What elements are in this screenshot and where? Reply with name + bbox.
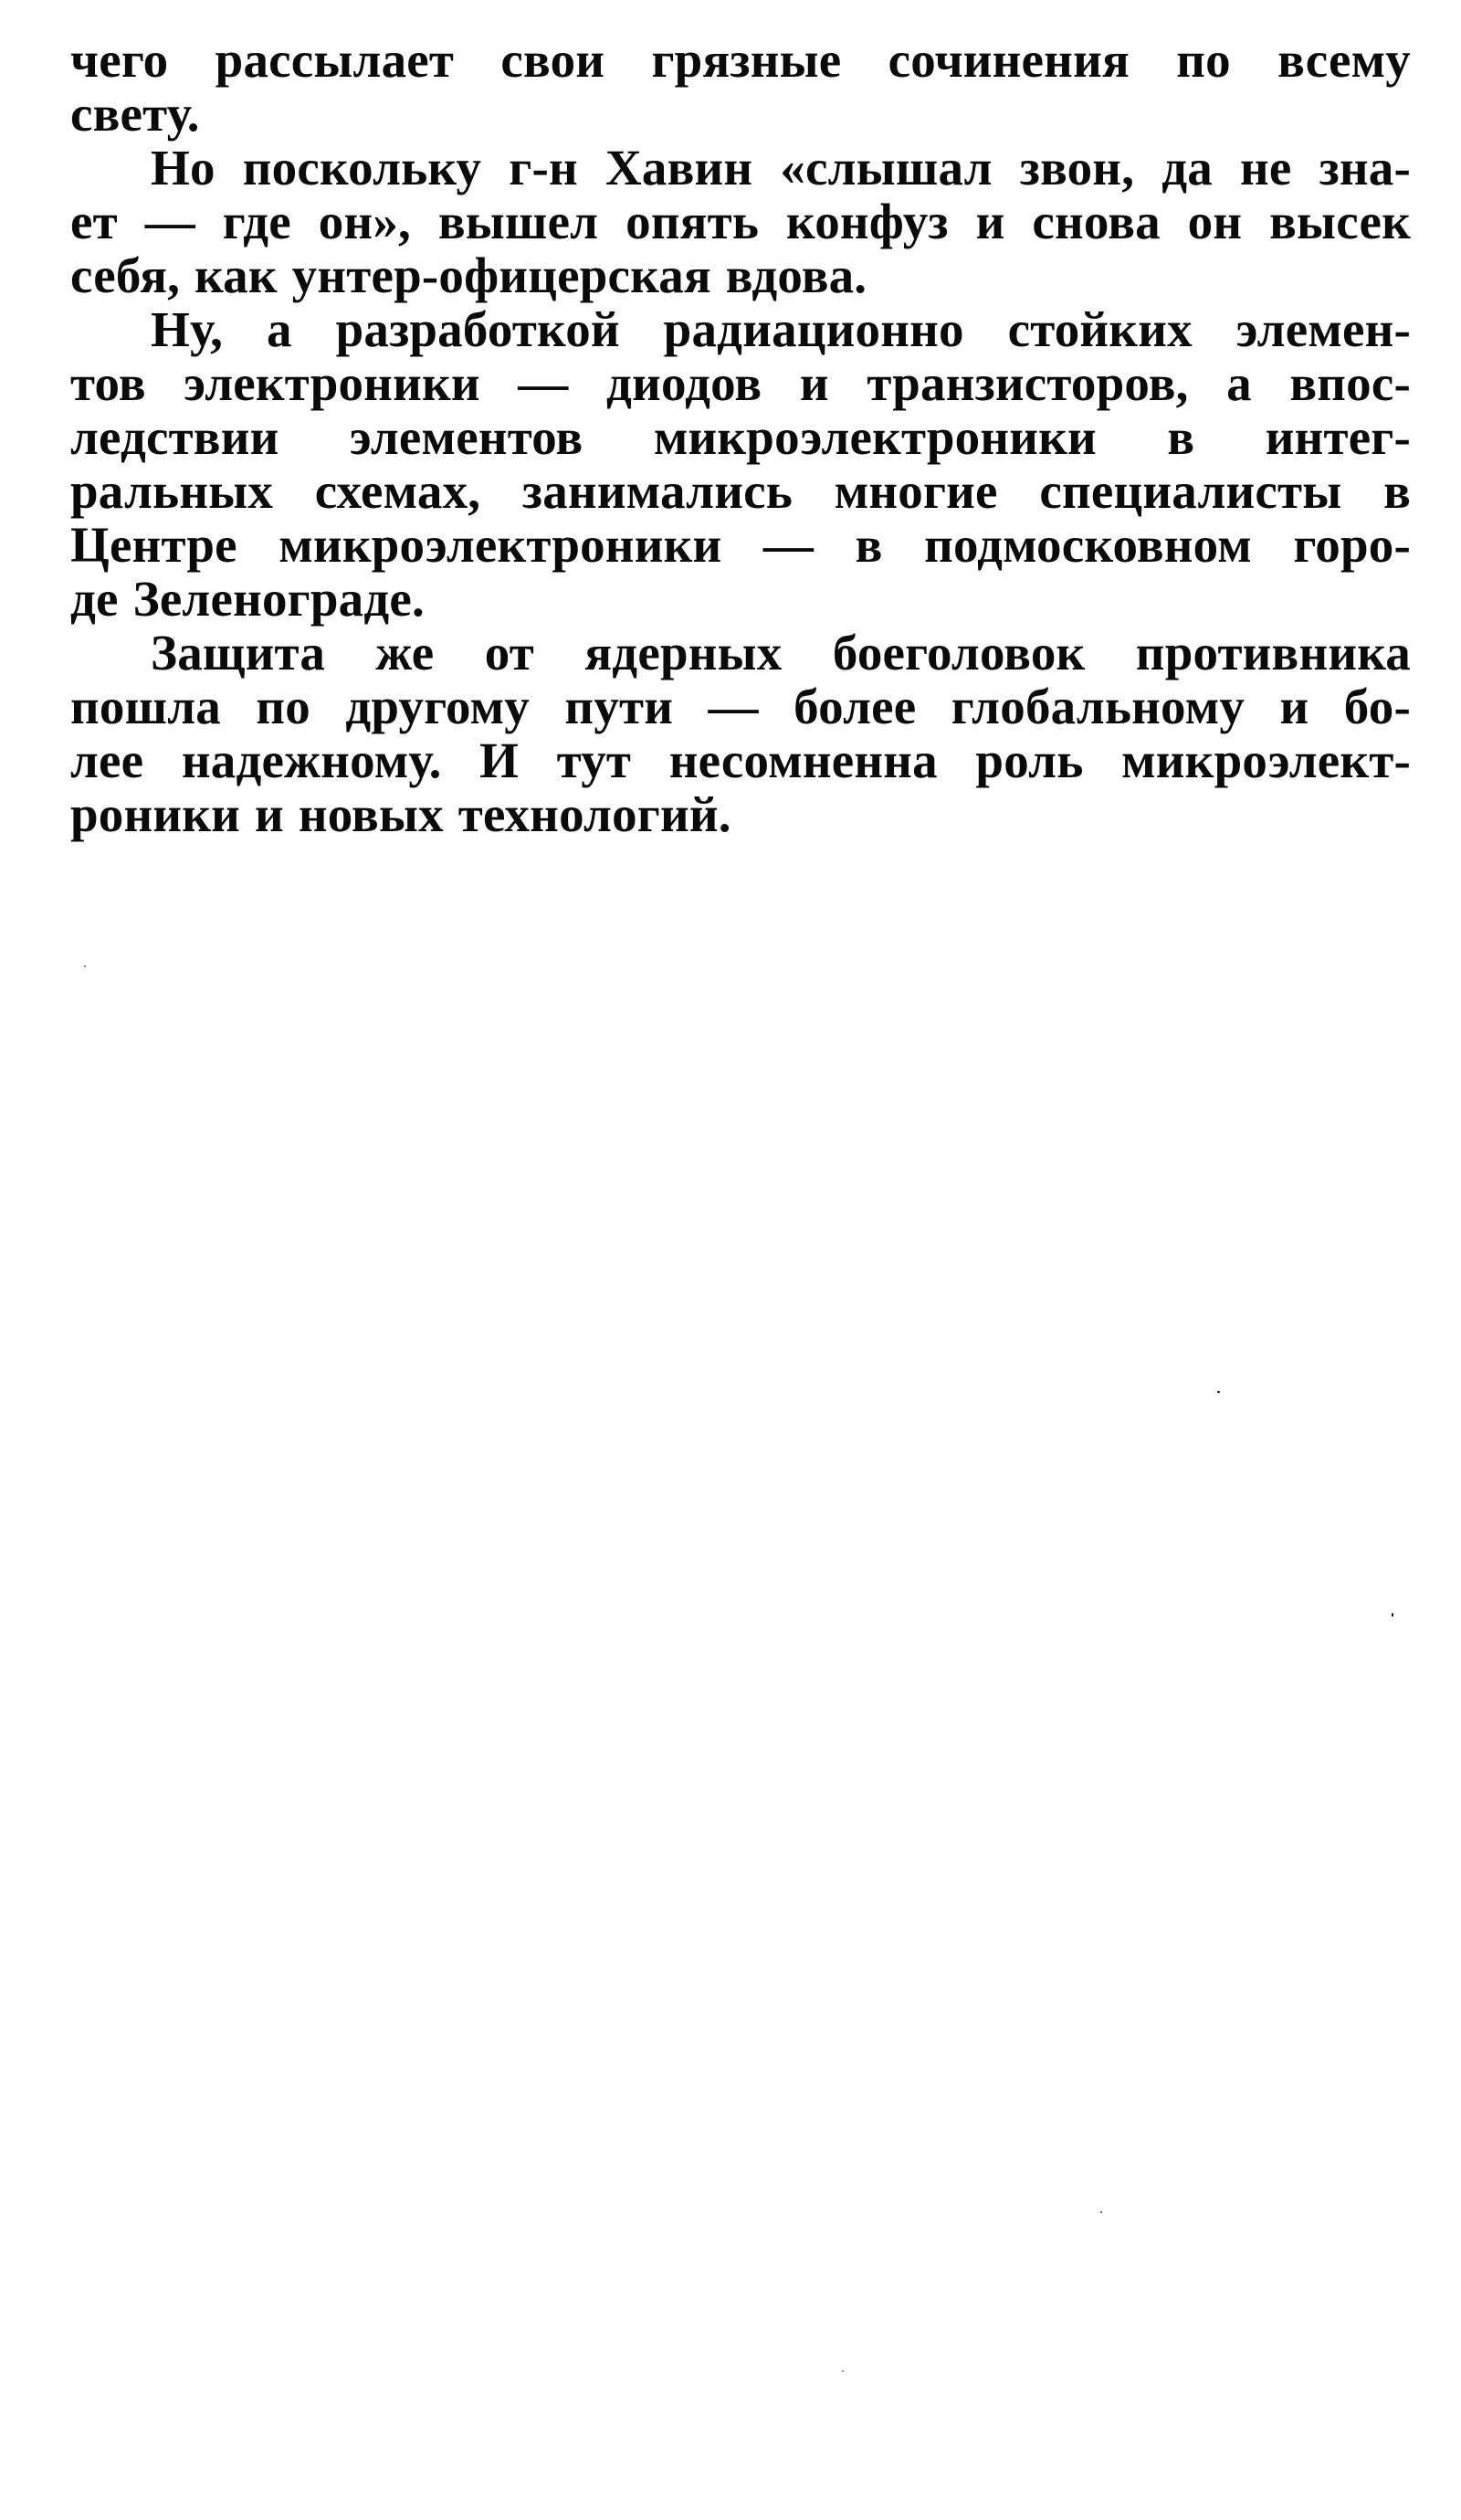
- text-line: себя, как унтер-офицерская вдова.: [70, 248, 867, 303]
- ink-speck: [1392, 1613, 1393, 1617]
- text-line: роники и новых технологий.: [70, 786, 731, 842]
- ink-speck: [1100, 2211, 1102, 2213]
- ink-speck: [1217, 1391, 1220, 1393]
- text-line: лее надежному. И тут несомненна роль микроэлект-: [70, 733, 1411, 788]
- text-line: Центре микроэлектроники — в подмосковном горо-: [70, 517, 1411, 573]
- text-line: ет — где он», вышел опять конфуз и снова он высек: [70, 194, 1411, 249]
- text-line: Но поскольку г-н Хавин «слышал звон, да не зна-: [151, 140, 1411, 195]
- text-line: Защита же от ядерных боеголовок противника: [151, 625, 1411, 680]
- text-line: Ну, а разработкой радиационно стойких элемен-: [151, 301, 1411, 357]
- text-line: пошла по другому пути — более глобальному и бо-: [70, 679, 1411, 734]
- body-text-block: [70, 33, 1411, 841]
- ink-speck: [84, 965, 86, 967]
- text-line: чего рассылает свои грязные сочинения по всему: [70, 32, 1411, 88]
- text-line: ральных схемах, занимались многие специалисты в: [70, 463, 1411, 519]
- text-line: ледствии элементов микроэлектроники в интег-: [70, 409, 1411, 465]
- text-line: тов электроники — диодов и транзисторов, а впос-: [70, 355, 1411, 411]
- ink-speck: [842, 2370, 844, 2372]
- text-line: свету.: [70, 86, 200, 142]
- text-line: де Зеленограде.: [70, 571, 425, 627]
